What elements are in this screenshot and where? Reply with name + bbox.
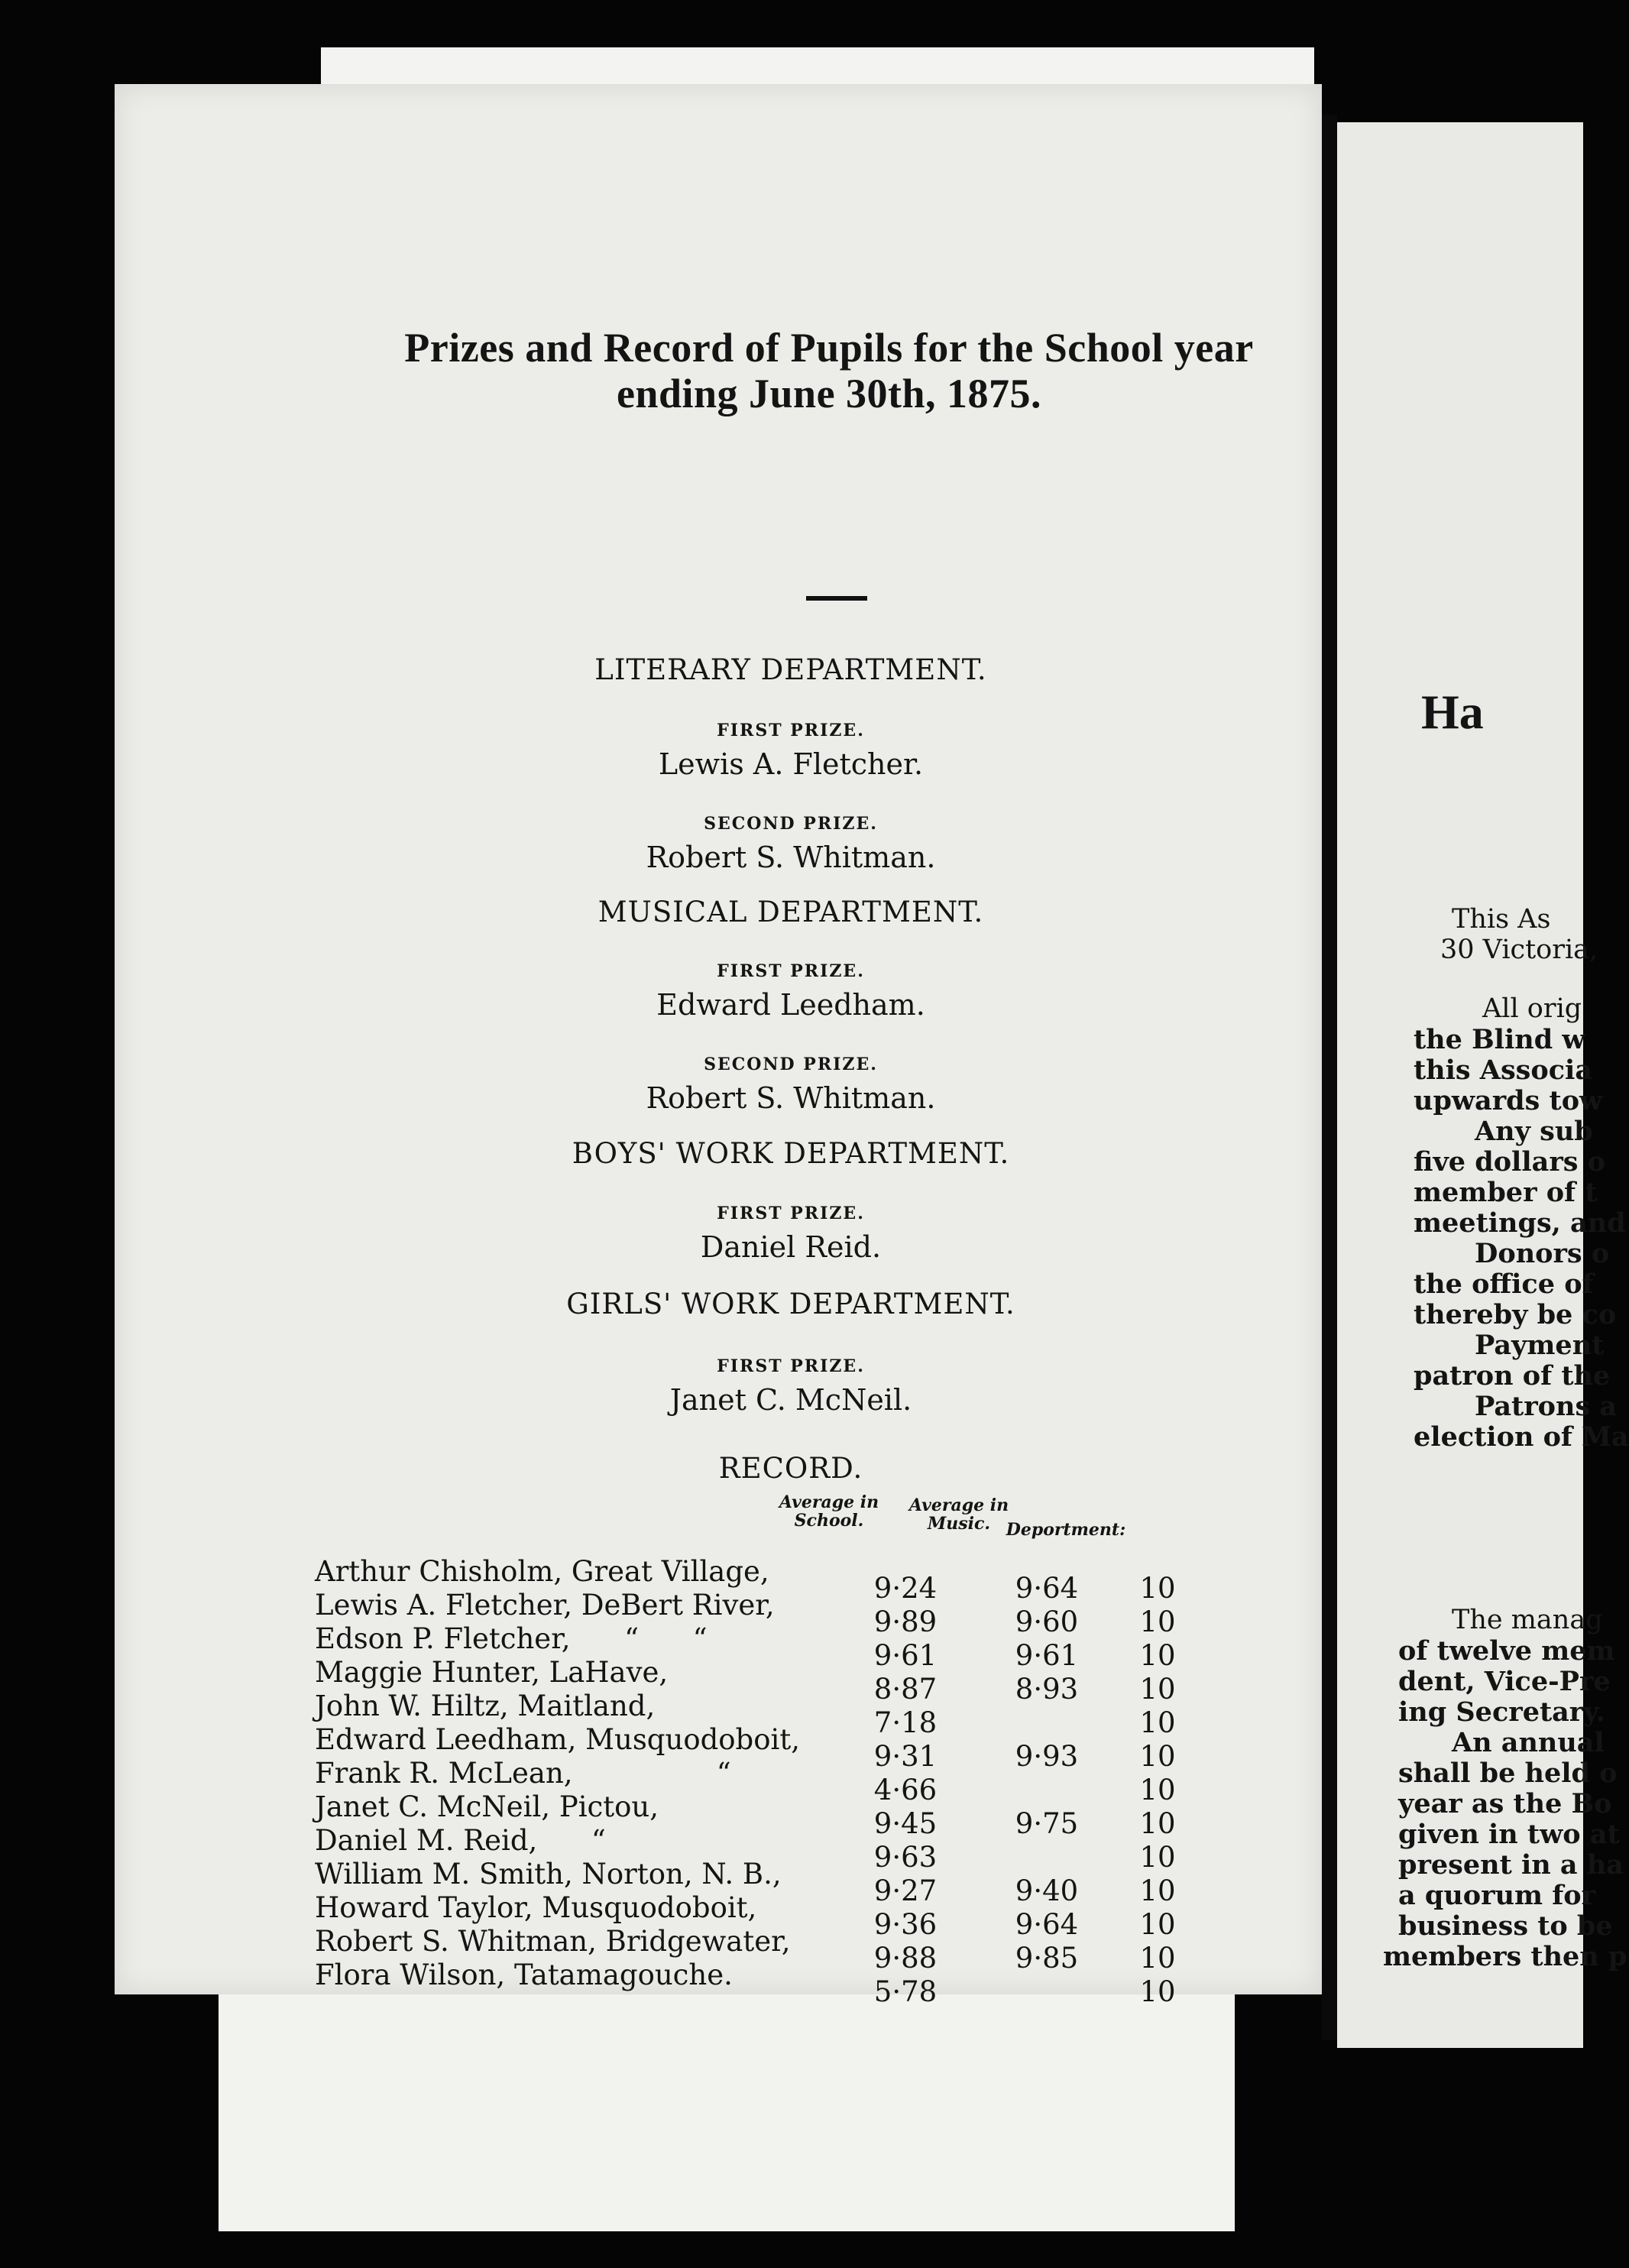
right-text-line: Payment	[1475, 1330, 1605, 1361]
deportment-score: 10	[1139, 1706, 1176, 1739]
prize-winner: Robert S. Whitman.	[646, 841, 936, 874]
pupil-name: Daniel M. Reid, “	[315, 1824, 606, 1857]
dept-musical: MUSICAL DEPARTMENT.	[598, 896, 984, 928]
music-average: 9·40	[1015, 1874, 1079, 1907]
right-text-line: upwards tow	[1414, 1085, 1603, 1116]
music-average: 9·60	[1015, 1605, 1079, 1638]
pupil-name: Robert S. Whitman, Bridgewater,	[315, 1925, 791, 1958]
right-page	[1337, 122, 1629, 2048]
right-text-line: year as the Bo	[1398, 1788, 1612, 1819]
pupil-name: Flora Wilson, Tatamagouche.	[315, 1959, 733, 1991]
right-text-line: Any sub	[1475, 1116, 1593, 1147]
prize-winner: Robert S. Whitman.	[646, 1081, 936, 1115]
right-text-line: member of t	[1414, 1177, 1598, 1208]
deportment-score: 10	[1139, 1673, 1176, 1706]
prize-winner: Daniel Reid.	[700, 1230, 882, 1264]
pupil-name: Janet C. McNeil, Pictou,	[315, 1790, 659, 1823]
deportment-score: 10	[1139, 1740, 1176, 1773]
right-text-line: All orig	[1482, 993, 1582, 1024]
right-text-line: Donors o	[1475, 1238, 1610, 1269]
prize-winner: Janet C. McNeil.	[669, 1383, 912, 1417]
right-text-line: An annual	[1452, 1727, 1605, 1758]
pupil-name: Edward Leedham, Musquodoboit,	[315, 1723, 800, 1756]
deportment-score: 10	[1139, 1908, 1176, 1941]
prize-winner: Edward Leedham.	[656, 988, 925, 1022]
school-average: 4·66	[873, 1774, 938, 1806]
right-text-line: 30 Victoria,	[1440, 935, 1598, 965]
prize-label: SECOND PRIZE.	[704, 814, 878, 834]
page-fold-shadow	[1322, 115, 1337, 2040]
pupil-name: Edson P. Fletcher, “ “	[315, 1622, 708, 1655]
dept-boys-work: BOYS' WORK DEPARTMENT.	[572, 1137, 1010, 1170]
right-text-line: the office of	[1414, 1268, 1594, 1300]
deportment-score: 10	[1139, 1942, 1176, 1975]
school-average: 9·24	[873, 1572, 938, 1605]
music-average: 9·61	[1015, 1639, 1079, 1672]
col-header-music: Average in Music.	[908, 1495, 1009, 1534]
right-text-line: business to be	[1398, 1910, 1613, 1942]
music-average: 9·64	[1015, 1908, 1079, 1941]
record-table	[115, 1555, 1322, 2029]
right-text-line: Patrons a	[1475, 1391, 1618, 1422]
right-text-line: ing Secretary.	[1398, 1696, 1605, 1728]
right-text-line: dent, Vice-Pre	[1398, 1666, 1611, 1697]
deportment-score: 10	[1139, 1605, 1176, 1638]
right-text-line: the Blind w	[1414, 1024, 1585, 1055]
right-text-line: this Associa	[1414, 1055, 1592, 1086]
pupil-name: Frank R. McLean, “	[315, 1757, 731, 1790]
left-page	[115, 84, 1322, 2008]
school-average: 9·89	[873, 1605, 938, 1638]
music-average: 9·64	[1015, 1572, 1079, 1605]
right-text-line: five dollars o	[1414, 1146, 1605, 1178]
right-text-line: This As	[1452, 904, 1551, 935]
prize-label: SECOND PRIZE.	[704, 1055, 878, 1074]
pupil-name: William M. Smith, Norton, N. B.,	[315, 1858, 782, 1891]
right-heading-fragment: Ha	[1421, 685, 1484, 739]
school-average: 9·31	[873, 1740, 938, 1773]
right-text-line: present in a ha	[1398, 1849, 1624, 1881]
deportment-score: 10	[1139, 1807, 1176, 1840]
pupil-name: John W. Hiltz, Maitland,	[315, 1690, 656, 1722]
pupil-name: Lewis A. Fletcher, DeBert River,	[315, 1589, 775, 1622]
music-average: 8·93	[1015, 1673, 1079, 1706]
deportment-score: 10	[1139, 1774, 1176, 1806]
school-average: 9·45	[873, 1807, 938, 1840]
right-text-line: given in two at	[1398, 1819, 1620, 1850]
deportment-score: 10	[1139, 1841, 1176, 1874]
deportment-score: 10	[1139, 1874, 1176, 1907]
dept-girls-work: GIRLS' WORK DEPARTMENT.	[566, 1288, 1015, 1320]
page-title: Prizes and Record of Pupils for the School year ending June 30th, 1875.	[404, 325, 1254, 416]
right-text-line: shall be held o	[1398, 1758, 1618, 1789]
right-text-line: The manag	[1452, 1605, 1603, 1635]
right-text-line: patron of the	[1414, 1360, 1611, 1392]
prize-label: FIRST PRIZE.	[717, 961, 865, 981]
pupil-name: Maggie Hunter, LaHave,	[315, 1656, 669, 1689]
school-average: 9·61	[873, 1639, 938, 1672]
prize-label: FIRST PRIZE.	[717, 1356, 865, 1376]
school-average: 9·88	[873, 1942, 938, 1975]
music-average: 9·75	[1015, 1807, 1079, 1840]
right-text-line: meetings, and	[1414, 1207, 1626, 1239]
deportment-score: 10	[1139, 1975, 1176, 2008]
school-average: 5·78	[873, 1975, 938, 2008]
right-text-line: thereby be co	[1414, 1299, 1617, 1330]
col-header-school: Average in School.	[779, 1492, 879, 1531]
right-text-line: of twelve mem	[1398, 1635, 1615, 1667]
record-heading: RECORD.	[718, 1452, 863, 1485]
pupil-name: Arthur Chisholm, Great Village,	[315, 1555, 769, 1588]
prize-label: FIRST PRIZE.	[717, 1204, 865, 1223]
right-text-line: a quorum for	[1398, 1880, 1596, 1911]
title-rule	[806, 596, 867, 601]
school-average: 7·18	[873, 1706, 938, 1739]
right-text-line: members then p	[1383, 1941, 1627, 1972]
school-average: 9·36	[873, 1908, 938, 1941]
col-header-deportment: Deportment:	[1006, 1520, 1126, 1540]
music-average: 9·93	[1015, 1740, 1079, 1773]
deportment-score: 10	[1139, 1639, 1176, 1672]
school-average: 9·27	[873, 1874, 938, 1907]
pupil-name: Howard Taylor, Musquodoboit,	[315, 1891, 757, 1924]
right-text-line: election of Ma	[1414, 1421, 1629, 1453]
prize-winner: Lewis A. Fletcher.	[658, 747, 924, 781]
deportment-score: 10	[1139, 1572, 1176, 1605]
prize-label: FIRST PRIZE.	[717, 721, 865, 740]
music-average: 9·85	[1015, 1942, 1079, 1975]
school-average: 9·63	[873, 1841, 938, 1874]
dept-literary: LITERARY DEPARTMENT.	[594, 653, 987, 686]
school-average: 8·87	[873, 1673, 938, 1706]
